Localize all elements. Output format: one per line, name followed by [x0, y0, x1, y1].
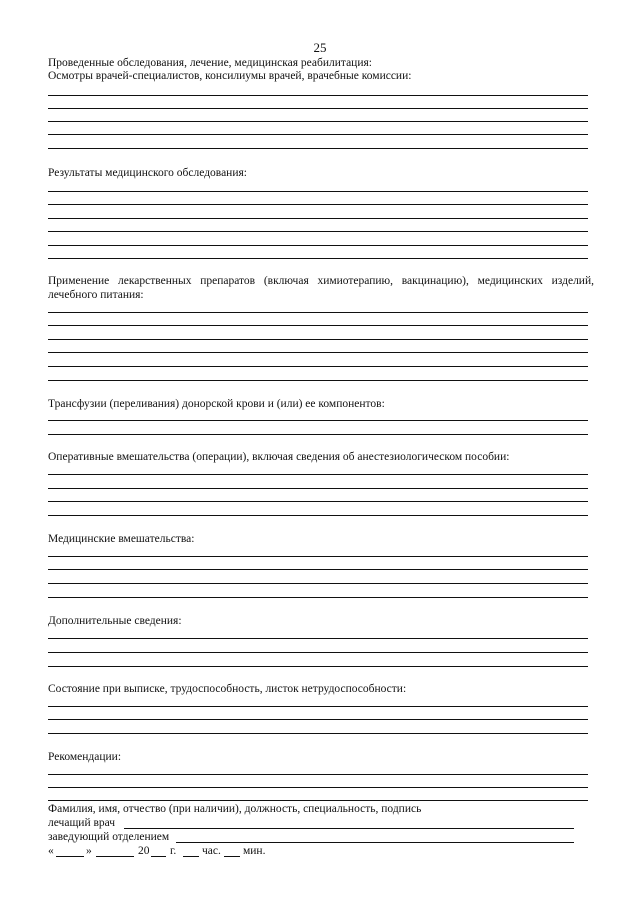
date-quote-close: »: [86, 845, 92, 857]
header-line-1: Проведенные обследования, лечение, медицинская реабилитация:: [48, 57, 372, 69]
hours-field[interactable]: [183, 856, 199, 857]
day-field[interactable]: [56, 856, 84, 857]
fill-line: [48, 583, 588, 584]
header-line-2: Осмотры врачей-специалистов, консилиумы врачей, врачебные комиссии:: [48, 70, 412, 82]
section-discharge-state: Состояние при выписке, трудоспособность, листок нетрудоспособности:: [48, 683, 407, 695]
fill-line: [48, 733, 588, 734]
year-field[interactable]: [151, 856, 166, 857]
section-additional: Дополнительные сведения:: [48, 615, 182, 627]
fill-line: [48, 652, 588, 653]
fill-line: [48, 366, 588, 367]
head-signature-line[interactable]: [176, 842, 574, 843]
section-exam-results: Результаты медицинского обследования:: [48, 167, 247, 179]
fill-line: [48, 774, 588, 775]
fill-line: [48, 312, 588, 313]
minutes-label: мин.: [243, 845, 266, 857]
section-recommendations: Рекомендации:: [48, 751, 122, 763]
fill-line: [48, 488, 588, 489]
fill-line: [48, 258, 588, 259]
fill-line: [48, 380, 588, 381]
fill-line: [48, 434, 588, 435]
section-surgery: Оперативные вмешательства (операции), включая сведения об анестезиологическом пособии:: [48, 451, 510, 463]
section-drugs: Применение лекарственных препаратов (включая химиотерапию, вакцинацию), медицинских изделий, лечебного питания:: [48, 275, 594, 301]
fill-line: [48, 501, 588, 502]
fill-line: [48, 204, 588, 205]
hours-label: час.: [202, 845, 221, 857]
year-prefix: 20: [138, 845, 150, 857]
fill-line: [48, 95, 588, 96]
fill-line: [48, 134, 588, 135]
fill-line: [48, 706, 588, 707]
head-label: заведующий отделением: [48, 831, 170, 843]
fill-line: [48, 719, 588, 720]
signature-caption: Фамилия, имя, отчество (при наличии), должность, специальность, подпись: [48, 803, 422, 815]
fill-line: [48, 474, 588, 475]
section-transfusions: Трансфузии (переливания) донорской крови и (или) ее компонентов:: [48, 398, 385, 410]
fill-line: [48, 420, 588, 421]
fill-line: [48, 666, 588, 667]
fill-line: [48, 339, 588, 340]
fill-line: [48, 787, 588, 788]
attending-label: лечащий врач: [48, 817, 116, 829]
fill-line: [48, 245, 588, 246]
fill-line: [48, 515, 588, 516]
fill-line: [48, 325, 588, 326]
section-interventions: Медицинские вмешательства:: [48, 533, 195, 545]
fill-line: [48, 108, 588, 109]
fill-line: [48, 231, 588, 232]
fill-line: [48, 638, 588, 639]
fill-line: [48, 148, 588, 149]
fill-line: [48, 191, 588, 192]
fill-line: [48, 569, 588, 570]
fill-line: [48, 218, 588, 219]
date-quote-open: «: [48, 845, 54, 857]
fill-line: [48, 800, 588, 801]
fill-line: [48, 556, 588, 557]
attending-signature-line[interactable]: [124, 828, 574, 829]
minutes-field[interactable]: [224, 856, 240, 857]
month-field[interactable]: [96, 856, 134, 857]
page-number: 25: [313, 40, 327, 55]
fill-line: [48, 597, 588, 598]
fill-line: [48, 352, 588, 353]
fill-line: [48, 121, 588, 122]
year-suffix: г.: [170, 845, 177, 857]
